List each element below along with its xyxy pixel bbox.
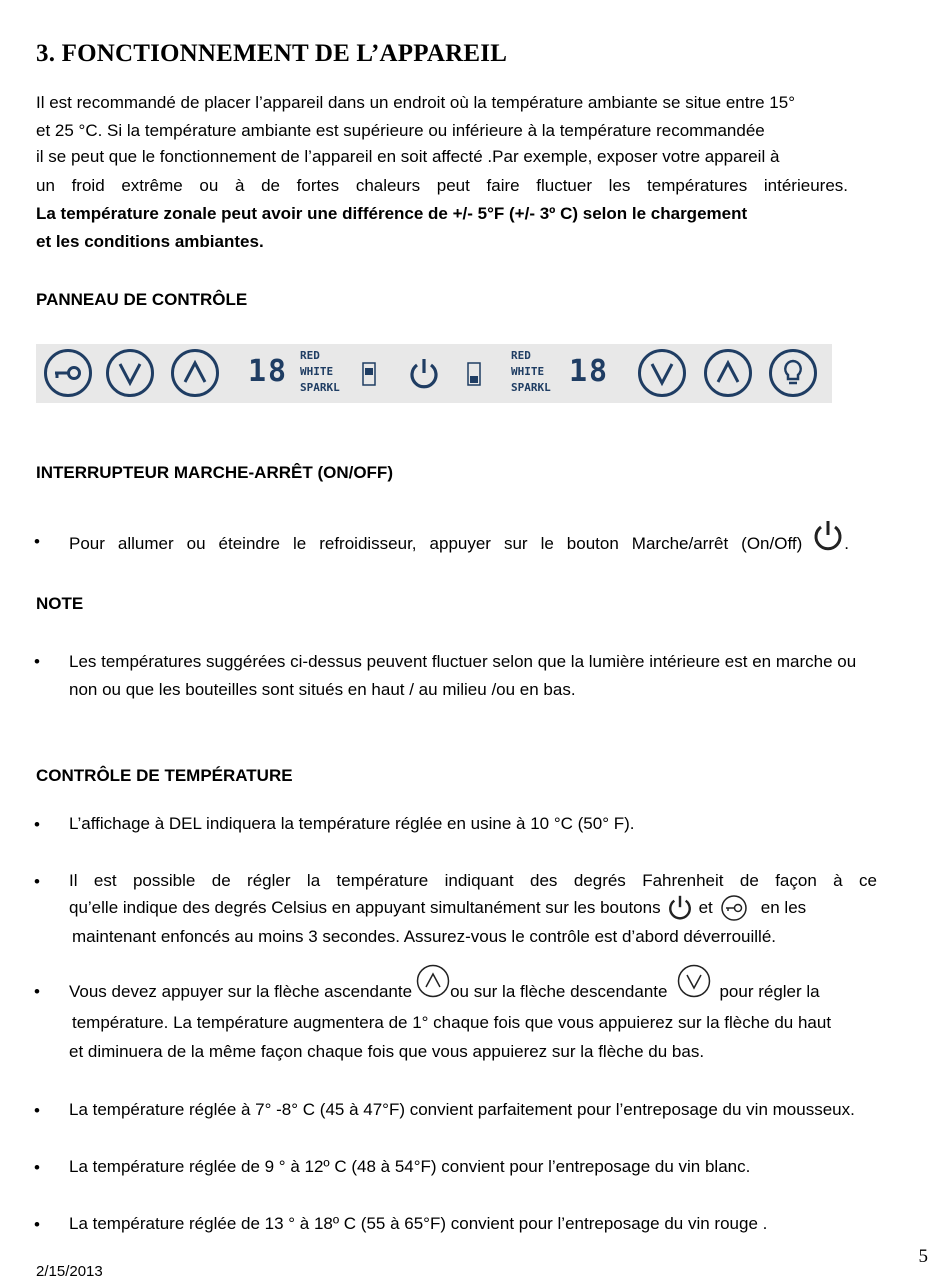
- note-line-1: Les températures suggérées ci-dessus peuvent fluctuer selon que la lumière intérieure est en marche ou: [69, 652, 857, 671]
- bullet: •: [34, 652, 40, 671]
- section-title: 3. FONCTIONNEMENT DE L’APPAREIL: [36, 40, 508, 67]
- temp-bullet-3-line-2: température. La température augmentera de 1° chaque fois que vous appuierez sur la flèche du haut: [72, 1013, 832, 1032]
- bullet: •: [34, 532, 40, 551]
- key-icon[interactable]: [44, 349, 92, 397]
- key-icon: [719, 895, 749, 921]
- mode-sparkl: SPARKL: [511, 381, 551, 394]
- b3-text-c: pour régler la: [719, 982, 820, 1001]
- zone-indicator-icon: [362, 362, 376, 386]
- temp-bullet-3-line-3: et diminuera de la même façon chaque fois que vous appuierez sur la flèche du bas.: [69, 1042, 705, 1061]
- intro-line-4: un froid extrême ou à de fortes chaleurs peut faire fluctuer les températures intérieures.: [36, 176, 848, 195]
- temp-bullet-2-line-3: maintenant enfoncés au moins 3 secondes. Assurez-vous le contrôle est d’abord déverrouillé.: [72, 927, 777, 946]
- down-arrow-icon[interactable]: [638, 349, 686, 397]
- footer-date: 2/15/2013: [36, 1263, 103, 1280]
- mode-red: RED: [511, 349, 531, 362]
- intro-line-2: et 25 °C. Si la température ambiante est supérieure ou inférieure à la température recommandée: [36, 121, 765, 140]
- control-panel-heading: PANNEAU DE CONTRÔLE: [36, 290, 248, 309]
- temp-bullet-6: La température réglée de 13 ° à 18º C (55 à 65°F) convient pour l’entreposage du vin rouge .: [69, 1214, 768, 1233]
- intro-line-1: Il est recommandé de placer l’appareil dans un endroit où la température ambiante se situe entre 15°: [36, 93, 796, 112]
- zone-indicator-icon: [467, 362, 481, 386]
- temp-bullet-2-line-2: [69, 894, 869, 922]
- power-icon[interactable]: [408, 357, 440, 391]
- bullet: •: [34, 872, 40, 891]
- note-line-2: non ou que les bouteilles sont situés en haut / au milieu /ou en bas.: [69, 680, 576, 699]
- temp-bullet-4: La température réglée à 7° -8° C (45 à 47°F) convient parfaitement pour l’entreposage du vin mousseux.: [69, 1100, 855, 1119]
- mode-red: RED: [300, 349, 320, 362]
- right-temperature-display: 18: [569, 354, 610, 389]
- power-icon: [667, 894, 693, 922]
- down-arrow-icon: [677, 964, 711, 998]
- bullet: •: [34, 1158, 40, 1177]
- mode-white: WHITE: [511, 365, 545, 378]
- temp-bullet-3-line-1: [69, 962, 899, 1006]
- up-arrow-icon: [416, 964, 450, 998]
- b3-text-a: Vous devez appuyer sur la flèche ascendante: [69, 982, 413, 1001]
- intro-bold-line-1: La température zonale peut avoir une différence de +/- 5°F (+/- 3º C) selon le chargement: [36, 204, 748, 223]
- temp-bullet-2-line-1: Il est possible de régler la température indiquant des degrés Fahrenheit de façon à ce: [69, 871, 877, 890]
- left-mode-labels: [300, 348, 340, 396]
- intro-bold-line-2: et les conditions ambiantes.: [36, 232, 264, 251]
- note-heading: NOTE: [36, 594, 84, 613]
- onoff-period: .: [844, 534, 849, 553]
- onoff-heading: INTERRUPTEUR MARCHE-ARRÊT (ON/OFF): [36, 463, 393, 482]
- up-arrow-icon[interactable]: [171, 349, 219, 397]
- bullet: •: [34, 815, 40, 834]
- onoff-item: [69, 530, 849, 558]
- b2-text-c: en les: [760, 898, 807, 917]
- b3-text-b: ou sur la flèche descendante: [450, 982, 668, 1001]
- control-panel: [36, 344, 832, 403]
- bullet: •: [34, 1101, 40, 1120]
- temp-bullet-5: La température réglée de 9 ° à 12º C (48 à 54°F) convient pour l’entreposage du vin blanc.: [69, 1157, 751, 1176]
- up-arrow-icon[interactable]: [704, 349, 752, 397]
- mode-sparkl: SPARKL: [300, 381, 340, 394]
- temp-control-heading: CONTRÔLE DE TEMPÉRATURE: [36, 766, 293, 785]
- b2-text-b: et: [698, 898, 713, 917]
- temp-bullet-1: L’affichage à DEL indiquera la température réglée en usine à 10 °C (50° F).: [69, 814, 635, 833]
- light-bulb-icon[interactable]: [769, 349, 817, 397]
- onoff-text: Pour allumer ou éteindre le refroidisseur, appuyer sur le bouton Marche/arrêt (On/Off): [69, 534, 803, 553]
- page-number: 5: [918, 1246, 928, 1267]
- bullet: •: [34, 1215, 40, 1234]
- bullet: •: [34, 982, 40, 1001]
- mode-white: WHITE: [300, 365, 334, 378]
- power-icon: [812, 519, 844, 553]
- right-mode-labels: [511, 348, 551, 396]
- left-temperature-display: 18: [248, 354, 289, 389]
- b2-text-a: qu’elle indique des degrés Celsius en appuyant simultanément sur les boutons: [69, 898, 661, 917]
- down-arrow-icon[interactable]: [106, 349, 154, 397]
- intro-line-3: il se peut que le fonctionnement de l’appareil en soit affecté .Par exemple, exposer votre appareil à: [36, 147, 780, 166]
